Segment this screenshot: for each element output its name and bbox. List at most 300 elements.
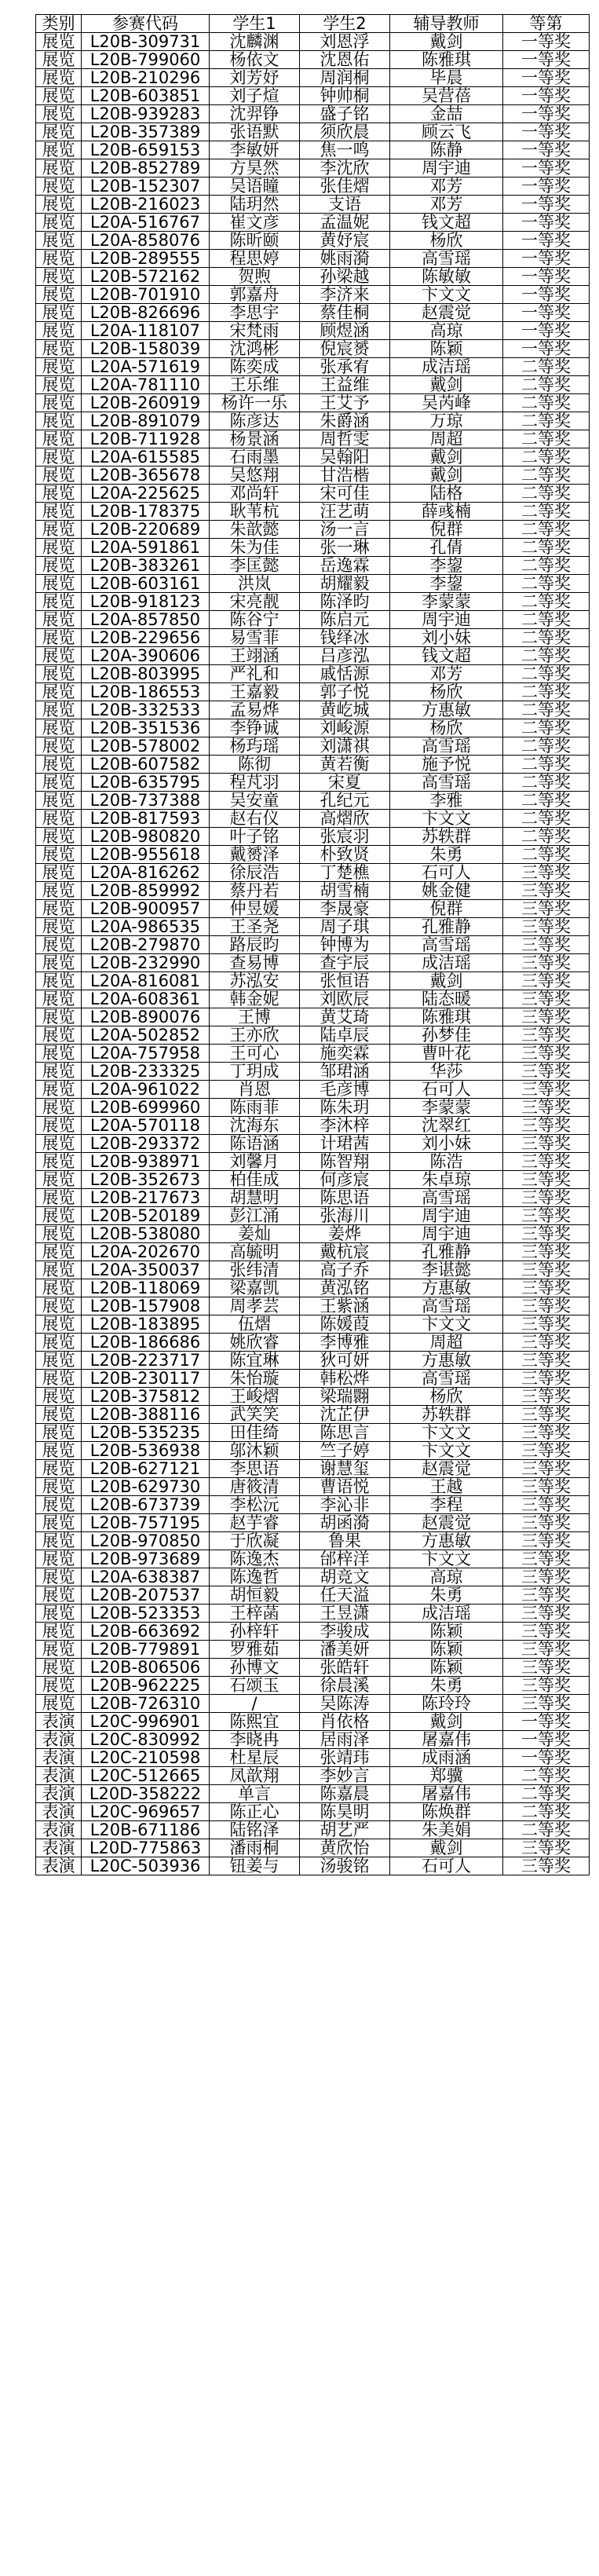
cell-student-1: 石雨墨 [210,448,300,467]
cell-teacher: 朱勇 [390,846,503,864]
cell-award: 二等奖 [503,828,590,846]
cell-category: 表演 [36,1731,82,1749]
cell-student-2: 陈昊明 [300,1803,390,1821]
cell-student-2: 张靖玮 [300,1749,390,1767]
cell-teacher: 卞文文 [390,1442,503,1460]
cell-teacher: 陈雅琪 [390,1008,503,1026]
cell-teacher: 吴芮峰 [390,394,503,412]
cell-category: 表演 [36,1839,82,1857]
cell-code: L20A-350037 [82,1261,210,1279]
cell-code: L20B-659153 [82,141,210,159]
table-row [36,1261,590,1279]
cell-category: 展览 [36,936,82,954]
cell-student-2: 李博雅 [300,1334,390,1352]
cell-category: 展览 [36,1297,82,1315]
table-row [36,1099,590,1117]
cell-award: 三等奖 [503,990,590,1008]
cell-code: L20A-516767 [82,214,210,232]
cell-student-1: 陈雨菲 [210,1099,300,1117]
cell-category: 展览 [36,900,82,918]
cell-code: L20B-699960 [82,1099,210,1117]
cell-student-2: 周哲雯 [300,430,390,448]
cell-code: L20B-207537 [82,1586,210,1605]
cell-code: L20A-390606 [82,647,210,665]
cell-student-2: 孙梁越 [300,268,390,286]
table-row [36,557,590,575]
cell-code: L20B-233325 [82,1063,210,1081]
table-row [36,1695,590,1713]
cell-category: 展览 [36,1388,82,1406]
cell-code: L20B-711928 [82,430,210,448]
cell-category: 展览 [36,105,82,123]
cell-award: 三等奖 [503,936,590,954]
table-row [36,1532,590,1550]
cell-code: L20A-857850 [82,611,210,629]
table-row [36,539,590,557]
cell-student-1: 陈彦达 [210,412,300,430]
cell-student-2: 王益维 [300,376,390,394]
cell-teacher: 石可人 [390,864,503,882]
cell-teacher: 李程 [390,1496,503,1514]
cell-category: 展览 [36,141,82,159]
cell-category: 展览 [36,1261,82,1279]
cell-category: 展览 [36,340,82,358]
header-award: 等第 [503,15,590,33]
table-row [36,1442,590,1460]
cell-student-1: 仲昱媛 [210,900,300,918]
cell-category: 展览 [36,1406,82,1424]
cell-award: 二等奖 [503,539,590,557]
cell-award: 一等奖 [503,51,590,69]
cell-category: 展览 [36,1532,82,1550]
table-row [36,611,590,629]
cell-code: L20B-980820 [82,828,210,846]
cell-award: 三等奖 [503,1352,590,1370]
cell-student-1: 胡慧明 [210,1189,300,1207]
cell-award: 一等奖 [503,105,590,123]
cell-teacher: 高雪瑶 [390,737,503,756]
cell-student-2: 李骏成 [300,1623,390,1641]
cell-student-2: 胡函漪 [300,1514,390,1532]
cell-teacher: 卞文文 [390,1315,503,1334]
cell-teacher: 李鋆 [390,575,503,593]
cell-category: 展览 [36,539,82,557]
table-row [36,1821,590,1839]
cell-student-2: 胡耀毅 [300,575,390,593]
cell-teacher: 吴营蓓 [390,87,503,105]
cell-category: 展览 [36,1478,82,1496]
cell-code: L20B-520189 [82,1207,210,1225]
cell-student-2: 顾煜涵 [300,322,390,340]
cell-student-1: 赵芋睿 [210,1514,300,1532]
cell-code: L20B-806506 [82,1659,210,1677]
cell-award: 三等奖 [503,1478,590,1496]
cell-student-2: 倪宸赟 [300,340,390,358]
cell-code: L20B-671186 [82,1821,210,1839]
cell-student-1: 石颂玉 [210,1677,300,1695]
cell-student-2: 居雨泽 [300,1731,390,1749]
cell-category: 展览 [36,1496,82,1514]
cell-award: 三等奖 [503,972,590,990]
cell-code: L20B-799060 [82,51,210,69]
cell-student-2: 刘欧辰 [300,990,390,1008]
table-row [36,1424,590,1442]
cell-category: 展览 [36,701,82,719]
cell-award: 一等奖 [503,123,590,141]
cell-student-2: 刘峻源 [300,719,390,737]
table-row [36,123,590,141]
cell-code: L20A-961022 [82,1081,210,1099]
cell-student-2: 毛彦博 [300,1081,390,1099]
cell-teacher: 刘小妹 [390,1135,503,1153]
table-row [36,1026,590,1045]
cell-code: L20B-220689 [82,521,210,539]
cell-student-2: 沈恩佑 [300,51,390,69]
cell-code: L20A-608361 [82,990,210,1008]
cell-student-1: 韩金妮 [210,990,300,1008]
cell-award: 二等奖 [503,503,590,521]
cell-category: 展览 [36,918,82,936]
cell-code: L20B-900957 [82,900,210,918]
cell-teacher: 姚金健 [390,882,503,900]
cell-award: 二等奖 [503,629,590,647]
cell-student-1: 唐筱清 [210,1478,300,1496]
cell-category: 表演 [36,1785,82,1803]
cell-award: 二等奖 [503,1803,590,1821]
cell-award: 一等奖 [503,69,590,87]
table-row [36,340,590,358]
cell-award: 二等奖 [503,647,590,665]
cell-student-2: 邹珺涵 [300,1063,390,1081]
table-row [36,214,590,232]
table-row [36,810,590,828]
cell-teacher: 朱卓琼 [390,1171,503,1189]
cell-category: 展览 [36,1225,82,1243]
cell-award: 二等奖 [503,1821,590,1839]
cell-student-1: 朱怡璇 [210,1370,300,1388]
table-row [36,503,590,521]
cell-student-2: 王紫涵 [300,1297,390,1315]
cell-student-2: 李晟豪 [300,900,390,918]
cell-code: L20C-503936 [82,1857,210,1875]
cell-code: L20A-202670 [82,1243,210,1261]
cell-teacher: 李鋆 [390,557,503,575]
cell-category: 展览 [36,250,82,268]
cell-teacher: 杨欣 [390,232,503,250]
cell-code: L20A-571619 [82,358,210,376]
cell-category: 展览 [36,1568,82,1586]
cell-award: 一等奖 [503,286,590,304]
cell-teacher: 卞文文 [390,1550,503,1568]
cell-teacher: 陆态暖 [390,990,503,1008]
cell-award: 三等奖 [503,900,590,918]
table-row [36,846,590,864]
cell-student-1: 李松沅 [210,1496,300,1514]
table-row [36,1731,590,1749]
cell-student-1: 刘子煊 [210,87,300,105]
table-row [36,1352,590,1370]
cell-student-2: 陈启元 [300,611,390,629]
cell-teacher: 石可人 [390,1081,503,1099]
cell-student-2: 李妙言 [300,1767,390,1785]
table-row [36,882,590,900]
table-row [36,593,590,611]
cell-category: 展览 [36,1171,82,1189]
cell-category: 表演 [36,1749,82,1767]
cell-award: 一等奖 [503,214,590,232]
cell-code: L20B-603851 [82,87,210,105]
cell-student-2: 姚雨漪 [300,250,390,268]
cell-category: 展览 [36,665,82,683]
cell-teacher: 华莎 [390,1063,503,1081]
cell-teacher: 陆格 [390,485,503,503]
cell-code: L20B-375812 [82,1388,210,1406]
table-row [36,159,590,177]
cell-student-2: 宋夏 [300,774,390,792]
cell-teacher: 金喆 [390,105,503,123]
cell-award: 二等奖 [503,430,590,448]
cell-student-2: 陈泽昀 [300,593,390,611]
table-header [36,15,590,33]
cell-category: 展览 [36,828,82,846]
cell-student-2: 李沈欣 [300,159,390,177]
cell-category: 展览 [36,69,82,87]
cell-category: 展览 [36,1063,82,1081]
cell-student-1: 王博 [210,1008,300,1026]
cell-student-2: 甘浩楷 [300,467,390,485]
cell-code: L20B-673739 [82,1496,210,1514]
table-row [36,33,590,51]
cell-student-2: 汤一言 [300,521,390,539]
cell-category: 展览 [36,322,82,340]
table-row [36,575,590,593]
cell-award: 二等奖 [503,412,590,430]
cell-award: 二等奖 [503,575,590,593]
table-row [36,1713,590,1731]
cell-code: L20B-955618 [82,846,210,864]
cell-teacher: 孔雅静 [390,918,503,936]
cell-award: 三等奖 [503,1153,590,1171]
cell-category: 展览 [36,1279,82,1297]
cell-teacher: 薛彧楠 [390,503,503,521]
table-row [36,1315,590,1334]
table-row [36,1008,590,1026]
cell-code: L20A-816081 [82,972,210,990]
cell-award: 一等奖 [503,177,590,196]
cell-award: 二等奖 [503,521,590,539]
cell-code: L20B-232990 [82,954,210,972]
cell-teacher: 杨欣 [390,1388,503,1406]
cell-teacher: 钱文超 [390,647,503,665]
cell-teacher: 戴剑 [390,972,503,990]
cell-code: L20C-210598 [82,1749,210,1767]
cell-category: 展览 [36,503,82,521]
cell-student-2: 刘潇祺 [300,737,390,756]
cell-student-2: 沈芷伊 [300,1406,390,1424]
cell-student-1: 武笑笑 [210,1406,300,1424]
cell-award: 三等奖 [503,1081,590,1099]
cell-student-2: 计珺茜 [300,1135,390,1153]
cell-teacher: 戴剑 [390,33,503,51]
cell-category: 展览 [36,737,82,756]
cell-student-1: 王圣尧 [210,918,300,936]
table-row [36,1659,590,1677]
cell-award: 一等奖 [503,340,590,358]
cell-student-2: 盛子铭 [300,105,390,123]
cell-student-1: 李匡懿 [210,557,300,575]
cell-student-1: 吴悠翔 [210,467,300,485]
cell-student-1: 陈逸杰 [210,1550,300,1568]
cell-student-1: 孙梓轩 [210,1623,300,1641]
cell-teacher: 屠嘉伟 [390,1731,503,1749]
cell-student-1: / [210,1695,300,1713]
cell-code: L20A-502852 [82,1026,210,1045]
cell-category: 展览 [36,683,82,701]
cell-category: 展览 [36,1243,82,1261]
table-row [36,1550,590,1568]
table-row [36,268,590,286]
cell-award: 二等奖 [503,1767,590,1785]
table-row [36,448,590,467]
cell-teacher: 孙梦佳 [390,1026,503,1045]
table-row [36,177,590,196]
cell-award: 三等奖 [503,1568,590,1586]
cell-student-1: 王峻熠 [210,1388,300,1406]
cell-category: 展览 [36,430,82,448]
cell-student-2: 戴杭宸 [300,1243,390,1261]
cell-student-2: 钱绎冰 [300,629,390,647]
cell-code: L20A-781110 [82,376,210,394]
table-row [36,430,590,448]
cell-student-2: 任天溢 [300,1586,390,1605]
cell-student-2: 朱爵涵 [300,412,390,430]
cell-student-1: 田佳绮 [210,1424,300,1442]
cell-student-1: 宋亮靓 [210,593,300,611]
cell-category: 展览 [36,575,82,593]
cell-teacher: 戴剑 [390,467,503,485]
cell-teacher: 赵震觉 [390,1514,503,1532]
cell-student-1: 高毓明 [210,1243,300,1261]
cell-student-2: 钟博为 [300,936,390,954]
cell-code: L20C-830992 [82,1731,210,1749]
table-body [36,33,590,1875]
table-row [36,1207,590,1225]
cell-student-1: 姜灿 [210,1225,300,1243]
cell-award: 三等奖 [503,1171,590,1189]
cell-teacher: 倪群 [390,900,503,918]
cell-code: L20A-816262 [82,864,210,882]
cell-code: L20B-289555 [82,250,210,268]
cell-student-2: 吴陈涛 [300,1695,390,1713]
cell-code: L20B-279870 [82,936,210,954]
award-table [35,14,590,1875]
table-row [36,196,590,214]
cell-teacher: 郑骥 [390,1767,503,1785]
cell-award: 三等奖 [503,1532,590,1550]
cell-student-1: 杨玙瑶 [210,737,300,756]
cell-student-1: 朱歆懿 [210,521,300,539]
cell-award: 二等奖 [503,665,590,683]
cell-student-2: 戚恬源 [300,665,390,683]
cell-code: L20B-351536 [82,719,210,737]
cell-category: 展览 [36,1460,82,1478]
cell-student-2: 孔纪元 [300,792,390,810]
cell-teacher: 方惠敏 [390,1352,503,1370]
cell-code: L20B-230117 [82,1370,210,1388]
cell-student-2: 宋可佳 [300,485,390,503]
cell-code: L20B-152307 [82,177,210,196]
table-row [36,250,590,268]
table-row [36,286,590,304]
cell-award: 一等奖 [503,322,590,340]
cell-code: L20B-938971 [82,1153,210,1171]
cell-student-2: 高子乔 [300,1261,390,1279]
cell-code: L20B-183895 [82,1315,210,1334]
cell-award: 二等奖 [503,593,590,611]
cell-category: 展览 [36,1514,82,1532]
cell-category: 展览 [36,1424,82,1442]
cell-category: 展览 [36,1334,82,1352]
cell-award: 一等奖 [503,250,590,268]
cell-teacher: 高雪瑶 [390,250,503,268]
cell-teacher: 朱勇 [390,1586,503,1605]
cell-student-2: 陈朱玥 [300,1099,390,1117]
cell-award: 一等奖 [503,87,590,105]
cell-code: L20B-817593 [82,810,210,828]
cell-code: L20B-388116 [82,1406,210,1424]
cell-student-2: 王昱潇 [300,1605,390,1623]
cell-code: L20A-118107 [82,322,210,340]
table-row [36,1189,590,1207]
cell-teacher: 钱文超 [390,214,503,232]
cell-student-1: 陈熙宜 [210,1713,300,1731]
cell-teacher: 顾云飞 [390,123,503,141]
cell-category: 展览 [36,376,82,394]
cell-category: 展览 [36,358,82,376]
cell-code: L20A-225625 [82,485,210,503]
cell-award: 一等奖 [503,1713,590,1731]
cell-award: 三等奖 [503,1442,590,1460]
cell-teacher: 高雪瑶 [390,1189,503,1207]
cell-award: 三等奖 [503,1623,590,1641]
table-row [36,756,590,774]
cell-student-1: 于欣凝 [210,1532,300,1550]
cell-code: L20B-890076 [82,1008,210,1026]
cell-student-1: 朱为佳 [210,539,300,557]
cell-category: 展览 [36,286,82,304]
cell-student-1: 耿苇杭 [210,503,300,521]
cell-student-1: 罗雅茹 [210,1641,300,1659]
cell-category: 展览 [36,214,82,232]
cell-teacher: 李谌懿 [390,1261,503,1279]
cell-student-1: 李晓冉 [210,1731,300,1749]
cell-category: 表演 [36,1821,82,1839]
cell-code: L20B-629730 [82,1478,210,1496]
cell-student-1: 方昊然 [210,159,300,177]
cell-teacher: 戴剑 [390,1839,503,1857]
cell-teacher: 李蒙蒙 [390,1099,503,1117]
cell-student-1: 陈彻 [210,756,300,774]
cell-student-2: 汪艺萌 [300,503,390,521]
table-row [36,485,590,503]
cell-code: L20B-229656 [82,629,210,647]
cell-category: 展览 [36,954,82,972]
table-row [36,954,590,972]
header-student-1: 学生1 [210,15,300,33]
cell-award: 二等奖 [503,701,590,719]
cell-category: 展览 [36,196,82,214]
cell-student-1: 杜星辰 [210,1749,300,1767]
